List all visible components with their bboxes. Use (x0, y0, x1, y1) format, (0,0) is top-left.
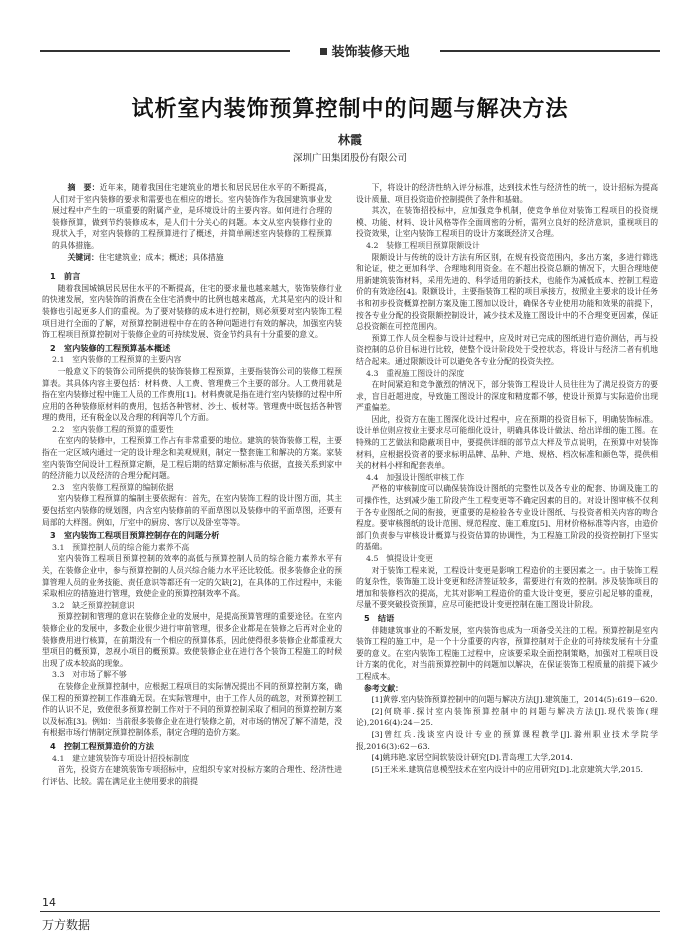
body-paragraph: 首先，投资方在建筑装饰专项招标中，应组织专家对投标方案的合理性、经济性进行评估、比较。需在满足业主使用要求的前提 (42, 765, 342, 786)
body-paragraph: 室内装饰工程项目预算控制的效率的高低与预算控制人员的综合能力素养水平有关，在装修企业中，参与预算控制的人员兴综合能力水平还比较低。很多装修企业的预算管理人员的业务技能、责任意识等都还有一定的欠缺[2]，在具体的工作过程中，未能采取相应的措施进行管理，致使企业的预算控制效率不高。 (42, 554, 342, 599)
abstract-paragraph (52, 182, 332, 252)
body-paragraph: 在时间紧迫和竞争激烈的情况下，部分装饰工程设计人员往往为了满足投资方的要求，盲目赶超进度，导致施工图设计的深度和精度都不够，使设计预算与实际造价出现严重偏差。 (356, 380, 658, 413)
abstract-label: 摘 要： (67, 183, 100, 192)
subsection-heading: 2.1 室内装修的工程预算的主要内容 (52, 355, 182, 365)
section-banner (290, 41, 440, 59)
section-heading: 5 结语 (364, 612, 395, 623)
keywords-label: 关键词： (67, 252, 99, 262)
body-paragraph: 下，将设计的经济性纳入评分标准，达到技术性与经济性的统一，设计招标为提高设计质量、项目投资造价控制提供了条件和基础。 (356, 183, 658, 204)
subsection-heading: 4.3 重视施工图设计的深度 (366, 368, 465, 378)
reference-item: [1]黄蓉.室内装饰预算控制中的问题与解决方法[J].建筑施工，2014(5):619－620. (371, 695, 658, 705)
subsection-heading: 2.2 室内装修工程的预算的重要性 (52, 424, 174, 434)
reference-item: [3]曾红兵.浅谈室内设计专业的预算课程教学[J].滁州职业技术学院学报,2016(3):62－63. (356, 729, 658, 751)
body-paragraph: 在室内的装修中，工程预算工作占有非常重要的地位。建筑的装饰装修工程，主要指在一定区域内通过一定的设计理念和美观规则，制定一整套施工和解决的方案。家装室内装饰空间设计工程预算定额，是工程后期的结算定额标准与依据，直接关系到家中的经济能力以及经济的合理分配问题。 (42, 436, 342, 481)
subsection-heading: 4.4 加强设计图纸审核工作 (366, 472, 465, 482)
body-paragraph: 预算控制和管理的意识在装修企业的发展中，是提高预算管理的重要途径。在室内装修企业的发展中，多数企业很少进行审前管理，很多企业都是在装修之后再对企业的装修费用进行核算，在前期没有一个相应的预算体系，因此使得很多装修企业都重视大型项目的概预算，忽视小项目的概预算。致使装修企业在进行各个装饰工程施工的时候出现了成本较高的现象。 (42, 612, 342, 668)
subsection-heading: 3.2 缺乏预算控制意识 (52, 600, 135, 610)
reference-item: [4]姚玮艳.家居空间软装设计研究[D].青岛理工大学,2014. (371, 753, 573, 763)
body-paragraph: 对于装饰工程来说，工程设计变更是影响工程造价的主要因素之一。由于装饰工程的复杂性，装饰施工设计变更和经济签证较多，需要进行有效的控制。涉及装饰项目的增加和装修档次的提高，尤其对影响工程造价的重大设计变更，要应引起足够的重视，尽量不要突破投资预算，应尽可能把设计变更控制在施工图设计阶段。 (356, 565, 658, 610)
reference-item: [2]何晓菲.探讨室内装饰预算控制中的问题与解决方法[J].现代装饰(理论),2016(4):24－25. (356, 706, 658, 728)
body-paragraph: 随着我国城镇居民居住水平的不断提高，住宅的要求量也越来越大，装饰装修行业的快速发展，室内装饰的消费在全住宅消费中的比例也越来越高，尤其是室内的设计和装修也引起更多人们的重视。为了要对装修的成本进行控制，则必须要对室内装饰工程项目进行全面的了解，对预算控制进程中存在的各种问题进行有效的解决，加强室内装饰工程项目预算控制对于装修企业的可持续发展、资金节约具有十分重要的意义。 (42, 283, 342, 340)
body-paragraph: 伴随建筑事业的不断发展，室内装饰也成为一项备受关注的工程。预算控制是室内装饰工程的施工中，是一个十分重要的内容，预算控制对于企业的可持续发展有十分重要的意义。在室内装饰工程施工过程中，应该要采取全面控制策略，加强对工程项目设计方案的优化，对当前预算控制中的问题加以解决，在保证装饰工程质量的前提下减少工程成本。 (356, 625, 658, 681)
references-heading: 参考文献： (364, 683, 403, 693)
right-column (356, 182, 658, 775)
subsection-heading: 4.1 建立建筑装饰专项设计招投标制度 (52, 753, 190, 763)
body-paragraph: 严格的审核制度可以确保装饰设计图纸的完整性以及各专业的配套、协调及施工的可操作性，达到减少施工阶段产生工程变更等不确定因素的目的。对设计图审核不仅利于各专业图纸之间的衔接，更重要的是检验各专业设计图纸、与投资者相关内容的吻合程度。要审核图纸的设计范围、规范程度、施工难度[5]、用材价格标准等内容，由造价部门负责参与审核设计概算与投资估算的协调性，为工程施工阶段的投资控制打下坚实的基础。 (356, 484, 658, 552)
author-affiliation: 深圳广田集团股份有限公司 (292, 153, 407, 164)
section-heading: 3 室内装饰工程项目预算控制存在的问题分析 (50, 530, 220, 541)
section-heading: 2 室内装修的工程预算基本概述 (50, 342, 171, 353)
author-name: 林霞 (337, 133, 362, 147)
section-heading: 1 前言 (50, 271, 81, 282)
keywords-text: 住宅建筑业；成本；概述；具体措施 (98, 252, 224, 262)
body-paragraph: 预算工作人员全程参与设计过程中，应及时对已完成的图纸进行造价测估，再与投资控制的总价目标进行比较，使整个设计阶段处于受控状态，将设计与经济二者有机地结合起来。通过限额设计可以避免各专业分配的投资失控。 (356, 333, 658, 366)
body-paragraph: 限额设计与传统的设计方法有所区别，在规有投资范围内，多出方案，多进行筛选和论证，使之更加科学、合理地利用资金。在不超出投资总额的情况下，大胆合理地使用新建筑装饰材料，采用先进的、科学适用的新技术，也能作为减低成本、控制工程造价的有效途径[4]。限额设计，主要指装饰工程的项目承接方，按照业主要求的设计任务书和初步投资概算控制方案及施工图加以设计，确保各专业使用功能和效果的前提下，按各专业分配的投资限额控制设计，减少技术及施工图设计中的不合理变更因素，保证总投资额在可控范围内。 (356, 252, 658, 332)
body-paragraph: 因此，投资方在施工图深化设计过程中，应在预期的投资目标下，明确装饰标准。设计单位则应按业主要求尽可能细化设计，明确具体设计做法、给出详细的施工图。在特殊的工艺做法和隐蔽项目中，要提供详细的部节点大样及节点说明，在预算中对装饰材料，应根据投资者的要求标明品牌、品种、产地、规格、档次标准和颜色等，提供相关的材料小样和配套表单。 (356, 414, 658, 471)
body-paragraph: 其次，在装饰招投标中，应加强竞争机制，使竞争单位对装饰工程项目的投资规模、功能、材料、设计风格等作全面周密的分析，需列立良好的经济意识，重视项目的投资效果，让室内装饰工程项目的设计方案既经济又合理。 (356, 206, 658, 239)
section-heading: 4 控制工程预算造价的方法 (50, 740, 154, 751)
subsection-heading: 4.5 慎提设计变更 (366, 554, 433, 563)
section-label: 装饰装修天地 (331, 45, 410, 60)
left-column (42, 182, 342, 787)
abstract (42, 182, 342, 252)
body-paragraph: 室内装修工程预算的编制主要依据有：首先，在室内装饰工程的设计图方面，其主要包括室内装修的规划图，内含室内装修前的平面草图以及装修中的平面草图，还要有局部的大样图。例如，厅室中的厨房、客厅以及卧室等等。 (42, 494, 342, 527)
page-number: 14 (42, 896, 56, 909)
source-watermark: 万方数据 (42, 918, 91, 932)
footer-rule (40, 911, 660, 912)
subsection-heading: 3.1 预算控制人员的综合能力素养不高 (52, 542, 190, 552)
abstract-text: 近年来，随着我国住宅建筑业的增长和居民居住水平的不断提高，人们对于室内装修的要求和需要也在相应的增长。室内装饰作为我国建筑事业发展过程中产生的一项重要的附属产业，是环境设计的主要内容。如何进行合理的装修预算，做到节约装修成本，是人们十分关心的问题。本文从室内装修行业的现状入手，对室内装修的工程预算进行了概述，并简单阐述室内装修的工程预算的具体措施。 (52, 183, 332, 250)
body-paragraph: 在装修企业预算控制中，应根据工程项目的实际情况提出不同的预算控制方案，确保工程的预算控制工作准确无误。在实际管理中，由于工作人员的疏忽，对预算控制工作的认识不足，致使很多预算控制工作对于不同的预算控制采取了相同的预算控制方案以及标准[3]。例如：当前很多装修企业在进行装修之前，对市场的情况了解不清楚，没有根据市场行情制定预算控制体系，制定合理的造价方案。 (42, 681, 342, 738)
keywords (42, 252, 342, 264)
subsection-heading: 3.3 对市场了解不够 (52, 670, 127, 680)
article-title: 试析室内装饰预算控制中的问题与解决方法 (131, 97, 569, 122)
subsection-heading: 4.2 装修工程项目预算限额设计 (366, 240, 480, 250)
square-bullet-icon (320, 48, 327, 55)
subsection-heading: 2.3 室内装修工程预算的编制依据 (52, 482, 174, 492)
reference-item: [5]王米米.建筑信息模型技术在室内设计中的应用研究[D].北京建筑大学,2015. (371, 764, 644, 774)
body-paragraph: 一般意义下的装饰公司所提供的装饰装修工程预算，主要指装饰公司的装修工程预算表。其具体内容主要包括：材料费、人工费、管理费三个主要的部分。人工费用就是指在室内装修过程中施工人员的工作费用[1]。材料费就是指在进行室内装修的过程中所应用的各种装修原材料的费用，包括各种管材、沙土、板材等。管理费中既包括各种管理的费用，还有税金以及合理的利润等几个方面。 (42, 366, 342, 423)
